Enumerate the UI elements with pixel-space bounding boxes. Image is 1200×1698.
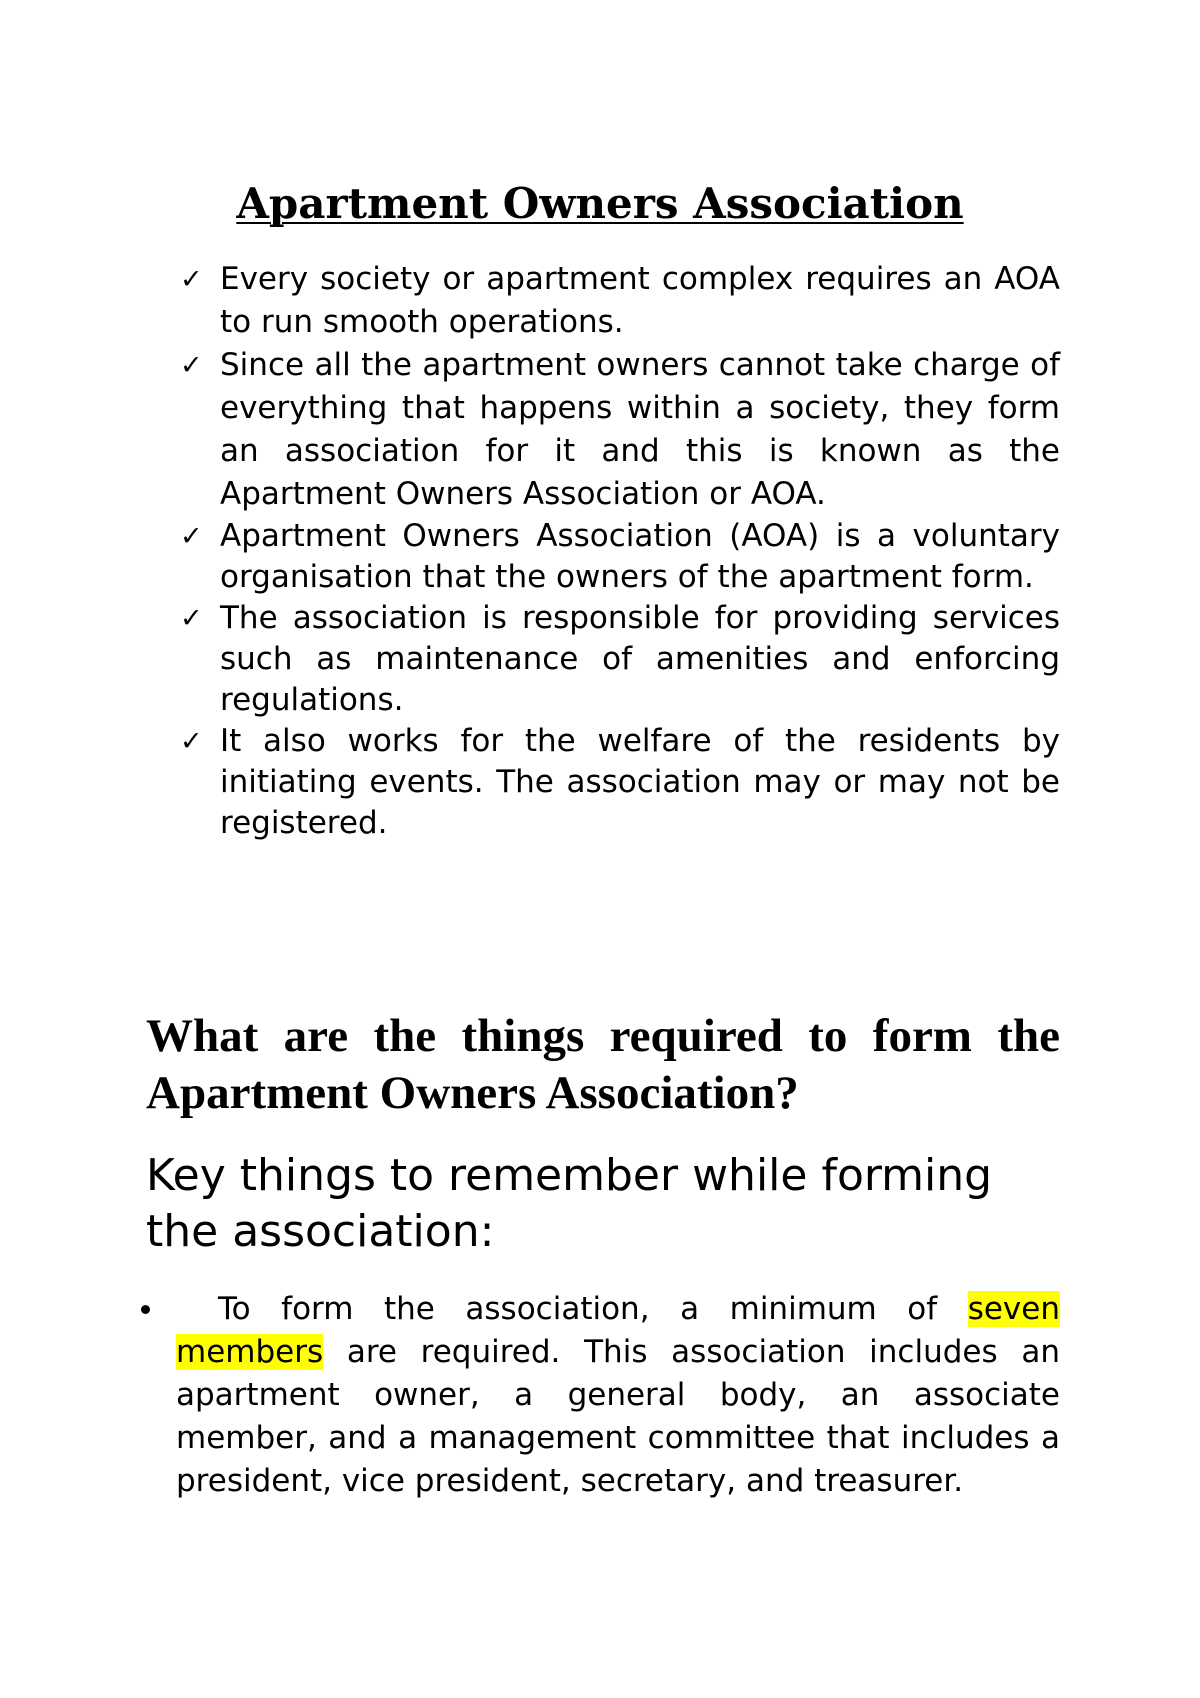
document-title: Apartment Owners Association — [236, 179, 964, 228]
key-things-heading: Key things to remember while forming the association: — [146, 1150, 993, 1257]
bullet-icon — [141, 1305, 150, 1314]
checkmark-icon: ✓ — [180, 726, 203, 757]
aoa-checklist — [180, 258, 1060, 844]
requirement-text-before: To form the association, a minimum of — [218, 1291, 968, 1327]
checklist-item — [180, 516, 1060, 598]
checklist-item — [180, 721, 1060, 844]
checklist-item-text: It also works for the welfare of the residents by initiating events. The association may or may not be registered. — [220, 723, 1060, 841]
checklist-item-text: Every society or apartment complex requires an AOA to run smooth operations. — [220, 261, 1060, 340]
checklist-item — [180, 344, 1060, 516]
section-heading: What are the things required to form the Apartment Owners Association? — [146, 1010, 1060, 1119]
requirement-text-after: are required. This association includes an apartment owner, a general body, an associate member, and a management committee that includes a president, vice president, secretary, and treasurer. — [176, 1334, 1060, 1499]
checklist-item-text: Since all the apartment owners cannot take charge of everything that happens within a society, they form an association for it and this is known as the Apartment Owners Association or AOA. — [220, 347, 1060, 512]
checklist-item — [180, 598, 1060, 721]
checklist-item-text: Apartment Owners Association (AOA) is a voluntary organisation that the owners of the apartment form. — [220, 518, 1060, 595]
checkmark-icon: ✓ — [180, 350, 203, 381]
checklist-item — [180, 258, 1060, 344]
requirements-list — [176, 1288, 1060, 1503]
highlighted-text: seven members — [176, 1291, 1060, 1370]
checkmark-icon: ✓ — [180, 521, 203, 552]
checkmark-icon: ✓ — [180, 264, 203, 295]
checklist-item-text: The association is responsible for providing services such as maintenance of amenities and enforcing regulations. — [220, 600, 1060, 718]
requirement-item — [176, 1288, 1060, 1503]
checkmark-icon: ✓ — [180, 603, 203, 634]
